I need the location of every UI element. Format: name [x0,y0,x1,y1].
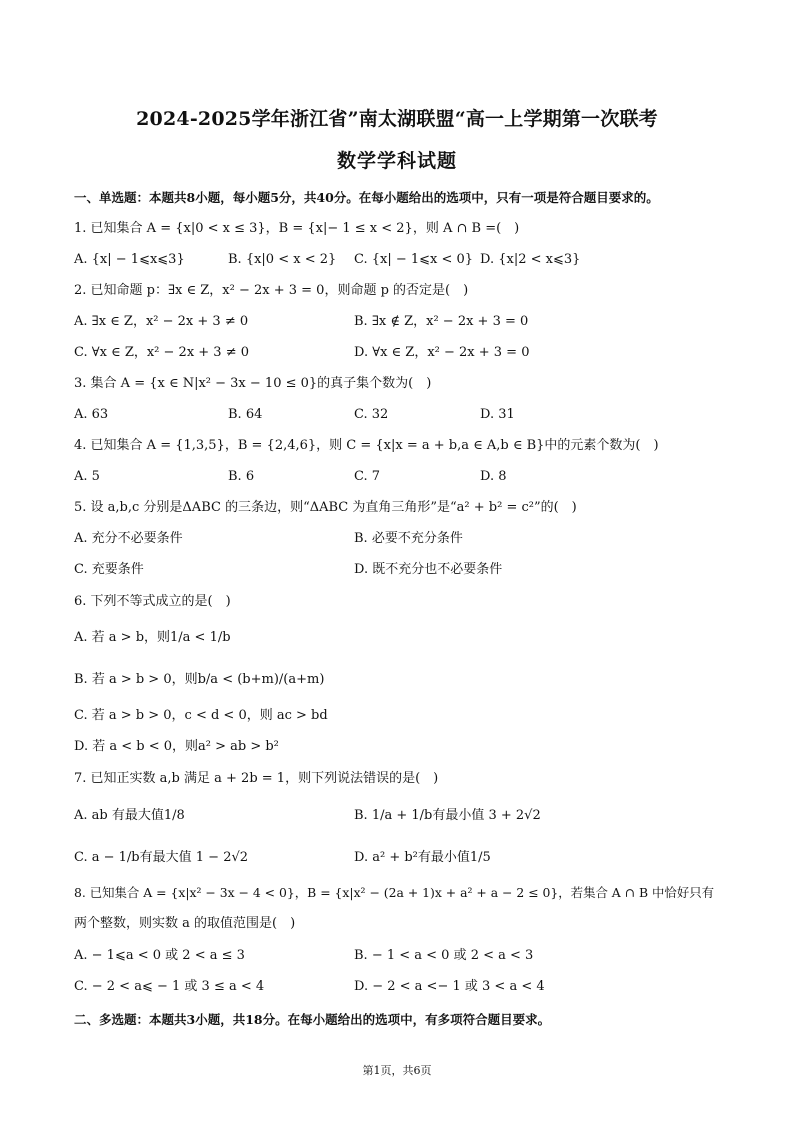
question-8-stem-continued: 两个整数，则实数 a 的取值范围是( ) [74,916,296,931]
question-4-stem: 4. 已知集合 A = {1,3,5}，B = {2,4,6}，则 C = {x|x = a + b,a ∈ A,b ∈ B}中的元素个数为( ) [74,438,659,453]
question-1-option-a: A. {x| − 1⩽x⩽3} [74,252,185,267]
question-6-option-c: C. 若 a > b > 0，c < d < 0，则 ac > bd [74,708,328,723]
question-1-option-b: B. {x|0 < x < 2} [228,252,337,267]
question-7-option-d: D. a² + b²有最小值1/5 [354,850,491,865]
section-heading-single-choice: 一、单选题：本题共8小题，每小题5分，共40分。在每小题给出的选项中，只有一项是符合题目要求的。 [74,190,659,205]
question-5-option-a: A. 充分不必要条件 [74,531,183,546]
section-heading-multiple-choice: 二、多选题：本题共3小题，共18分。在每小题给出的选项中，有多项符合题目要求。 [74,1012,551,1027]
question-8-stem: 8. 已知集合 A = {x|x² − 3x − 4 < 0}，B = {x|x² − (2a + 1)x + a² + a − 2 ≤ 0}，若集合 A ∩ B 中恰好只有 [74,885,714,900]
question-1-option-d: D. {x|2 < x⩽3} [480,252,581,267]
question-1-stem: 1. 已知集合 A = {x|0 < x ≤ 3}，B = {x|− 1 ≤ x < 2}，则 A ∩ B =( ) [74,221,520,236]
question-4-option-b: B. 6 [228,469,255,484]
question-8-option-a: A. − 1⩽a < 0 或 2 < a ≤ 3 [74,948,245,963]
question-6-option-d: D. 若 a < b < 0，则a² > ab > b² [74,739,279,754]
question-2-option-b: B. ∃x ∉ Z，x² − 2x + 3 = 0 [354,314,529,329]
question-7-option-a: A. ab 有最大值1/8 [74,808,185,823]
question-5-option-b: B. 必要不充分条件 [354,531,463,546]
question-3-option-b: B. 64 [228,407,263,422]
question-2-option-d: D. ∀x ∈ Z，x² − 2x + 3 = 0 [354,345,530,360]
question-5-option-c: C. 充要条件 [74,562,144,577]
question-4-option-c: C. 7 [354,469,381,484]
question-7-stem: 7. 已知正实数 a,b 满足 a + 2b = 1，则下列说法错误的是( ) [74,771,439,786]
question-3-option-a: A. 63 [74,407,109,422]
question-2-option-c: C. ∀x ∈ Z，x² − 2x + 3 ≠ 0 [74,345,250,360]
question-8-option-b: B. − 1 < a < 0 或 2 < a < 3 [354,948,534,963]
exam-title: 2024-2025学年浙江省”南太湖联盟“高一上学期第一次联考 [136,108,658,130]
exam-subtitle: 数学学科试题 [336,150,457,172]
question-6-stem: 6. 下列不等式成立的是( ) [74,594,231,609]
page-number: 第1页，共6页 [362,1064,432,1077]
question-2-option-a: A. ∃x ∈ Z，x² − 2x + 3 ≠ 0 [74,314,249,329]
question-8-option-c: C. − 2 < a⩽ − 1 或 3 ≤ a < 4 [74,979,265,994]
question-6-option-b: B. 若 a > b > 0，则b/a < (b+m)/(a+m) [74,672,325,687]
question-3-stem: 3. 集合 A = {x ∈ N|x² − 3x − 10 ≤ 0}的真子集个数为( ) [74,376,432,391]
question-6-option-a: A. 若 a > b，则1/a < 1/b [74,630,231,645]
question-3-option-d: D. 31 [480,407,515,422]
question-5-stem: 5. 设 a,b,c 分别是ΔABC 的三条边，则“ΔABC 为直角三角形”是“a² + b² = c²”的( ) [74,500,577,515]
question-7-option-b: B. 1/a + 1/b有最小值 3 + 2√2 [354,808,541,823]
question-3-option-c: C. 32 [354,407,389,422]
question-7-option-c: C. a − 1/b有最大值 1 − 2√2 [74,850,249,865]
question-2-stem: 2. 已知命题 p：∃x ∈ Z，x² − 2x + 3 = 0，则命题 p 的否定是( ) [74,283,469,298]
question-8-option-d: D. − 2 < a <− 1 或 3 < a < 4 [354,979,545,994]
question-1-option-c: C. {x| − 1⩽x < 0} [354,252,474,267]
question-4-option-d: D. 8 [480,469,507,484]
question-4-option-a: A. 5 [74,469,100,484]
question-5-option-d: D. 既不充分也不必要条件 [354,562,503,577]
